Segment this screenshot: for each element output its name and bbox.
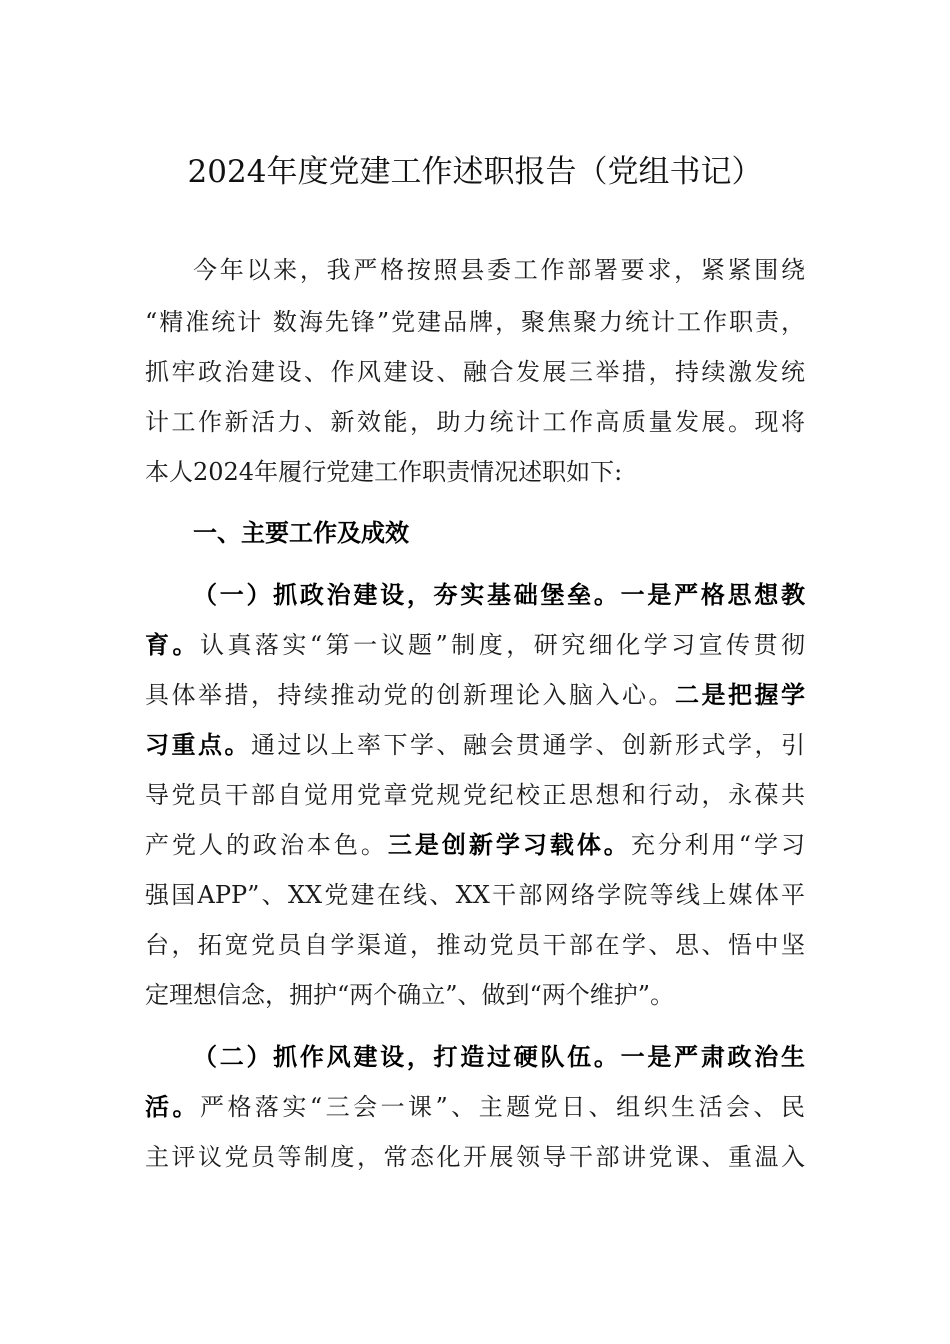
paragraph-line: 计工作新活力、新效能，助力统计工作高质量发展。现将	[145, 408, 805, 436]
paragraph-line	[145, 819, 805, 871]
paragraph-line: “精准统计 数海先锋”党建品牌，聚焦聚力统计工作职责，	[145, 308, 805, 336]
bold-phrase: 育。	[145, 630, 200, 659]
paragraph-line: 今年以来，我严格按照县委工作部署要求，紧紧围绕	[193, 256, 805, 284]
part1-heading-line: （一）抓政治建设，夯实基础堡垒。一是严格思想教	[193, 580, 805, 609]
paragraph-line: 本人2024年履行党建工作职责情况述职如下:	[145, 458, 623, 486]
section-heading: 一、主要工作及成效	[193, 518, 409, 547]
paragraph-line	[145, 669, 805, 721]
bold-phrase: 活。	[145, 1092, 200, 1121]
paragraph-line	[145, 1081, 805, 1133]
text-run: 严格落实“三会一课”、主题党日、组织生活会、民	[199, 1093, 806, 1121]
paragraph-line: 主评议党员等制度，常态化开展领导干部讲党课、重温入	[145, 1143, 805, 1171]
bold-phrase: 习重点。	[145, 730, 251, 759]
paragraph-line: 抓牢政治建设、作风建设、融合发展三举措，持续激发统	[145, 358, 805, 386]
text-run: 具体举措，持续推动党的创新理论入脑入心。	[145, 681, 675, 709]
text-run: 通过以上率下学、融会贯通学、创新形式学，引	[251, 731, 805, 759]
paragraph-line	[145, 619, 805, 671]
text-run: 认真落实“第一议题”制度，研究细化学习宣传贯彻	[199, 631, 806, 659]
document-title: 2024年度党建工作述职报告（党组书记）	[187, 154, 763, 190]
paragraph-line: 定理想信念，拥护“两个确立”、做到“两个维护”。	[145, 981, 675, 1009]
paragraph-line: 导党员干部自觉用党章党规党纪校正思想和行动，永葆共	[145, 781, 805, 809]
bold-phrase: 三是创新学习载体。	[387, 830, 631, 859]
text-run: 充分利用“学习	[630, 831, 806, 859]
bold-phrase: 二是把握学	[675, 680, 805, 709]
part2-heading-line: （二）抓作风建设，打造过硬队伍。一是严肃政治生	[193, 1042, 805, 1071]
paragraph-line	[145, 719, 805, 771]
paragraph-line: 强国APP”、XX党建在线、XX干部网络学院等线上媒体平	[145, 881, 805, 909]
paragraph-line: 台，拓宽党员自学渠道，推动党员干部在学、思、悟中坚	[145, 931, 805, 959]
text-run: 产党人的政治本色。	[145, 831, 388, 859]
